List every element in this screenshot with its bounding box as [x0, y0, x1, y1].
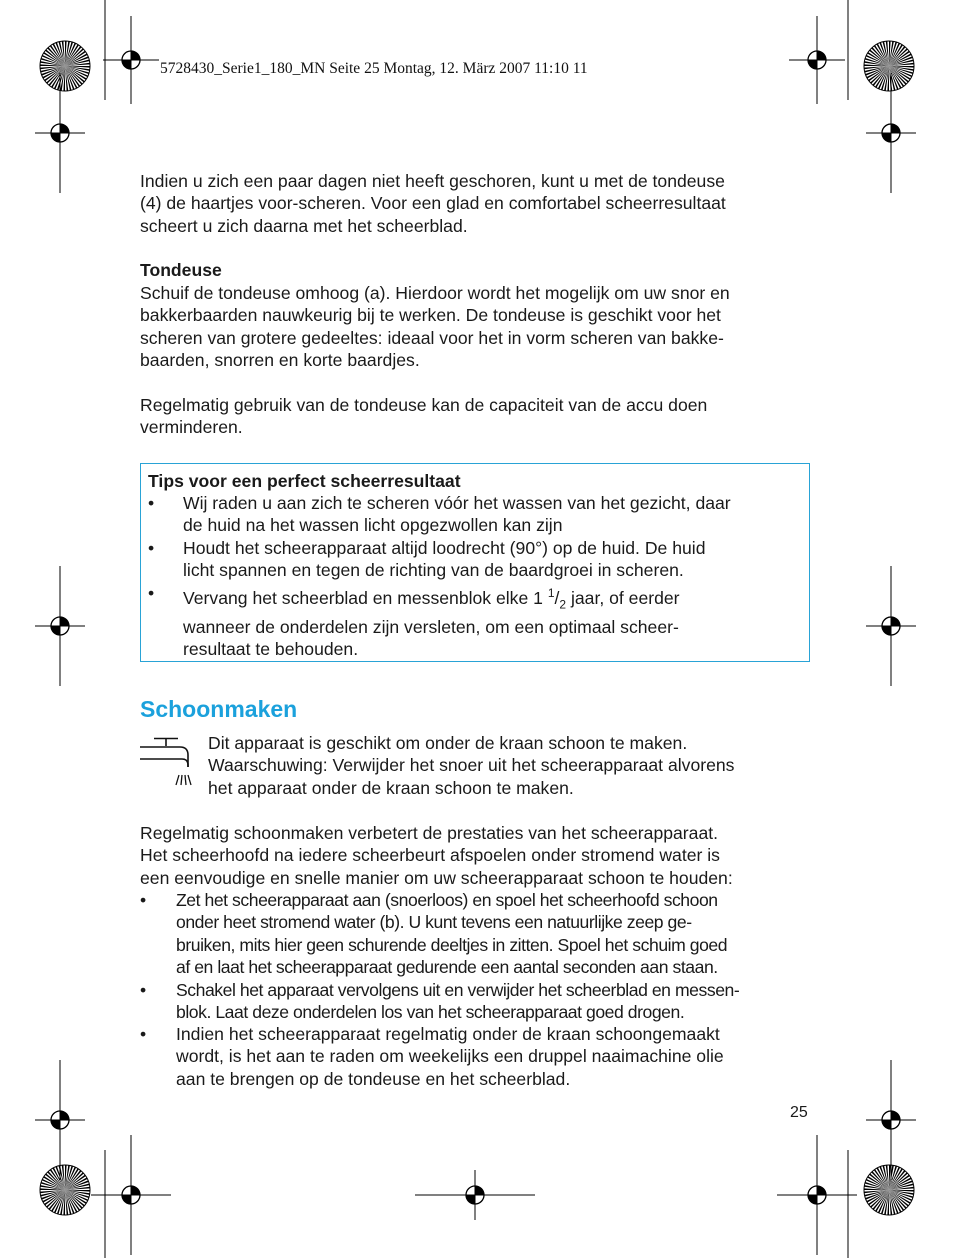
page-number: 25 [790, 1104, 808, 1121]
schoonmaken-heading: Schoonmaken [140, 696, 298, 722]
star-segment [889, 1165, 891, 1190]
text-line: Schakel het apparaat vervolgens uit en verwijder het scheerblad en messen- [176, 980, 740, 1000]
registration-part [122, 60, 131, 69]
star-target-mark [864, 41, 914, 91]
text-line: bruiken, mits hier geen schurende deeltjes in zitten. Spoel het schuim goed [176, 934, 728, 955]
tondeuse-heading: Tondeuse [140, 260, 222, 280]
star-segment [63, 1190, 65, 1215]
registration-part [51, 133, 60, 142]
text-line: Dit apparaat is geschikt om onder de kraan schoon te maken. [208, 733, 688, 753]
registration-part [131, 1186, 140, 1195]
cleaning-item [140, 1023, 820, 1091]
tips-title: Tips voor een perfect scheerresultaat [148, 471, 461, 491]
registration-part [891, 617, 900, 626]
fraction-slash: / [554, 587, 560, 608]
star-segment [889, 41, 891, 66]
cleaning-item [140, 979, 820, 1024]
registration-mark [415, 1170, 535, 1220]
text-line: scheren van grotere gedeeltes: ideaal voor het in vorm scheren van bakke- [140, 327, 724, 348]
text-line: Regelmatig schoonmaken verbetert de prestaties van het scheerapparaat. [140, 823, 718, 843]
text-line [183, 582, 808, 616]
registration-mark [35, 566, 85, 686]
registration-part [817, 51, 826, 60]
registration-part [808, 60, 817, 69]
tip-item [148, 537, 808, 582]
water-tap-icon [140, 737, 196, 789]
star-segment [63, 66, 65, 91]
text-line: bakkerbaarden nauwkeurig bij te werken. De tondeuse is geschikt voor het [140, 305, 721, 326]
registration-part [122, 1195, 131, 1204]
text-line: wordt, is het aan te raden om weekelijks een druppel naaimachine olie [176, 1046, 724, 1067]
text-line: licht spannen en tegen de richting van de baardgroei in scheren. [183, 560, 684, 581]
bullet: • [148, 583, 155, 603]
intro-paragraph [140, 170, 812, 237]
star-segment [887, 1190, 889, 1215]
registration-part [882, 626, 891, 635]
registration-mark [91, 1135, 171, 1255]
registration-part [51, 1120, 60, 1129]
registration-part [817, 1186, 826, 1195]
print-header: 5728430_Serie1_180_MN Seite 25 Montag, 12. März 2007 11:10 11 [160, 60, 588, 77]
text-span: jaar, of eerder [566, 587, 680, 608]
tip-item [148, 492, 808, 537]
text-line: aan te brengen op de tondeuse en het scheerblad. [176, 1068, 571, 1089]
text-line: Wij raden u aan zich te scheren vóór het wassen van het gezicht, daar [183, 493, 731, 513]
text-line: een eenvoudige en snelle manier om uw scheerapparaat schoon te houden: [140, 867, 733, 888]
star-target-mark [40, 1165, 90, 1215]
text-line: Indien u zich een paar dagen niet heeft geschoren, kunt u met de tondeuse [140, 171, 725, 191]
star-segment [864, 64, 889, 66]
registration-part [60, 617, 69, 626]
registration-part [808, 1195, 817, 1204]
bullet: • [148, 538, 155, 558]
star-segment [887, 66, 889, 91]
fraction-numerator: 1 [547, 586, 555, 600]
star-segment [65, 1165, 67, 1190]
registration-mark [103, 16, 159, 104]
text-line: Het scheerhoofd na iedere scheerbeurt afspoelen onder stromend water is [140, 845, 720, 866]
registration-part [51, 626, 60, 635]
registration-mark [866, 566, 916, 686]
registration-mark [777, 1135, 857, 1255]
tap-paragraph [208, 732, 813, 799]
star-segment [40, 64, 65, 66]
registration-part [60, 124, 69, 133]
text-line: blok. Laat deze onderdelen los van het scheerapparaat goed drogen. [176, 1002, 685, 1023]
text-line: verminderen. [140, 417, 243, 438]
text-line: wanneer de onderdelen zijn versleten, om een optimaal scheer- [183, 616, 679, 637]
registration-part [882, 1120, 891, 1129]
text-line: de huid na het wassen licht opgezwollen kan zijn [183, 515, 563, 536]
bullet: • [148, 493, 155, 513]
registration-part [131, 51, 140, 60]
tondeuse-paragraph [140, 282, 812, 372]
star-target-mark [864, 1165, 914, 1215]
star-segment [65, 66, 90, 68]
text-line: onder heet stromend water (b). U kunt tevens een natuurlijke zeep ge- [176, 912, 692, 933]
cleaning-paragraph [140, 822, 812, 889]
bullet: • [140, 980, 146, 1000]
text-line: Zet het scheerapparaat aan (snoerloos) en spoel het scheerhoofd schoon [176, 890, 718, 910]
fraction-denominator: 2 [559, 597, 567, 612]
bullet: • [140, 890, 146, 910]
registration-part [891, 124, 900, 133]
tip-item [148, 582, 808, 660]
text-span: Vervang het scheerblad en messenblok elke 1 [183, 587, 548, 608]
registration-part [882, 133, 891, 142]
text-line: Schuif de tondeuse omhoog (a). Hierdoor wordt het mogelijk om uw snor en [140, 283, 730, 303]
text-line: (4) de haartjes voor-scheren. Voor een glad en comfortabel scheerresultaat [140, 193, 726, 214]
text-line: baarden, snorren en korte baardjes. [140, 350, 420, 371]
text-line: Houdt het scheerapparaat altijd loodrecht (90°) op de huid. De huid [183, 538, 706, 558]
star-segment [889, 66, 914, 68]
text-line: Regelmatig gebruik van de tondeuse kan de capaciteit van de accu doen [140, 395, 708, 415]
cleaning-item [140, 889, 820, 979]
registration-mark [789, 16, 845, 104]
text-line: resultaat te behouden. [183, 639, 359, 660]
registration-mark [866, 73, 916, 193]
registration-part [466, 1195, 475, 1204]
star-segment [65, 41, 67, 66]
star-segment [889, 1190, 914, 1192]
registration-part [475, 1186, 484, 1195]
tondeuse-note [140, 394, 812, 439]
registration-mark [35, 1060, 85, 1180]
bullet: • [140, 1024, 147, 1044]
text-line: Indien het scheerapparaat regelmatig onder de kraan schoongemaakt [176, 1024, 720, 1044]
registration-mark [866, 1060, 916, 1180]
text-line: scheert u zich daarna met het scheerblad. [140, 215, 468, 236]
star-segment [65, 1190, 90, 1192]
registration-part [60, 1111, 69, 1120]
star-target-mark [40, 41, 90, 91]
registration-part [891, 1111, 900, 1120]
registration-mark [35, 73, 85, 193]
text-line: Waarschuwing: Verwijder het snoer uit het scheerapparaat alvorens [208, 755, 735, 776]
star-segment [40, 1188, 65, 1190]
star-segment [864, 1188, 889, 1190]
text-line: het apparaat onder de kraan schoon te maken. [208, 777, 574, 798]
text-line: af en laat het scheerapparaat gedurende een aantal seconden aan staan. [176, 957, 718, 978]
